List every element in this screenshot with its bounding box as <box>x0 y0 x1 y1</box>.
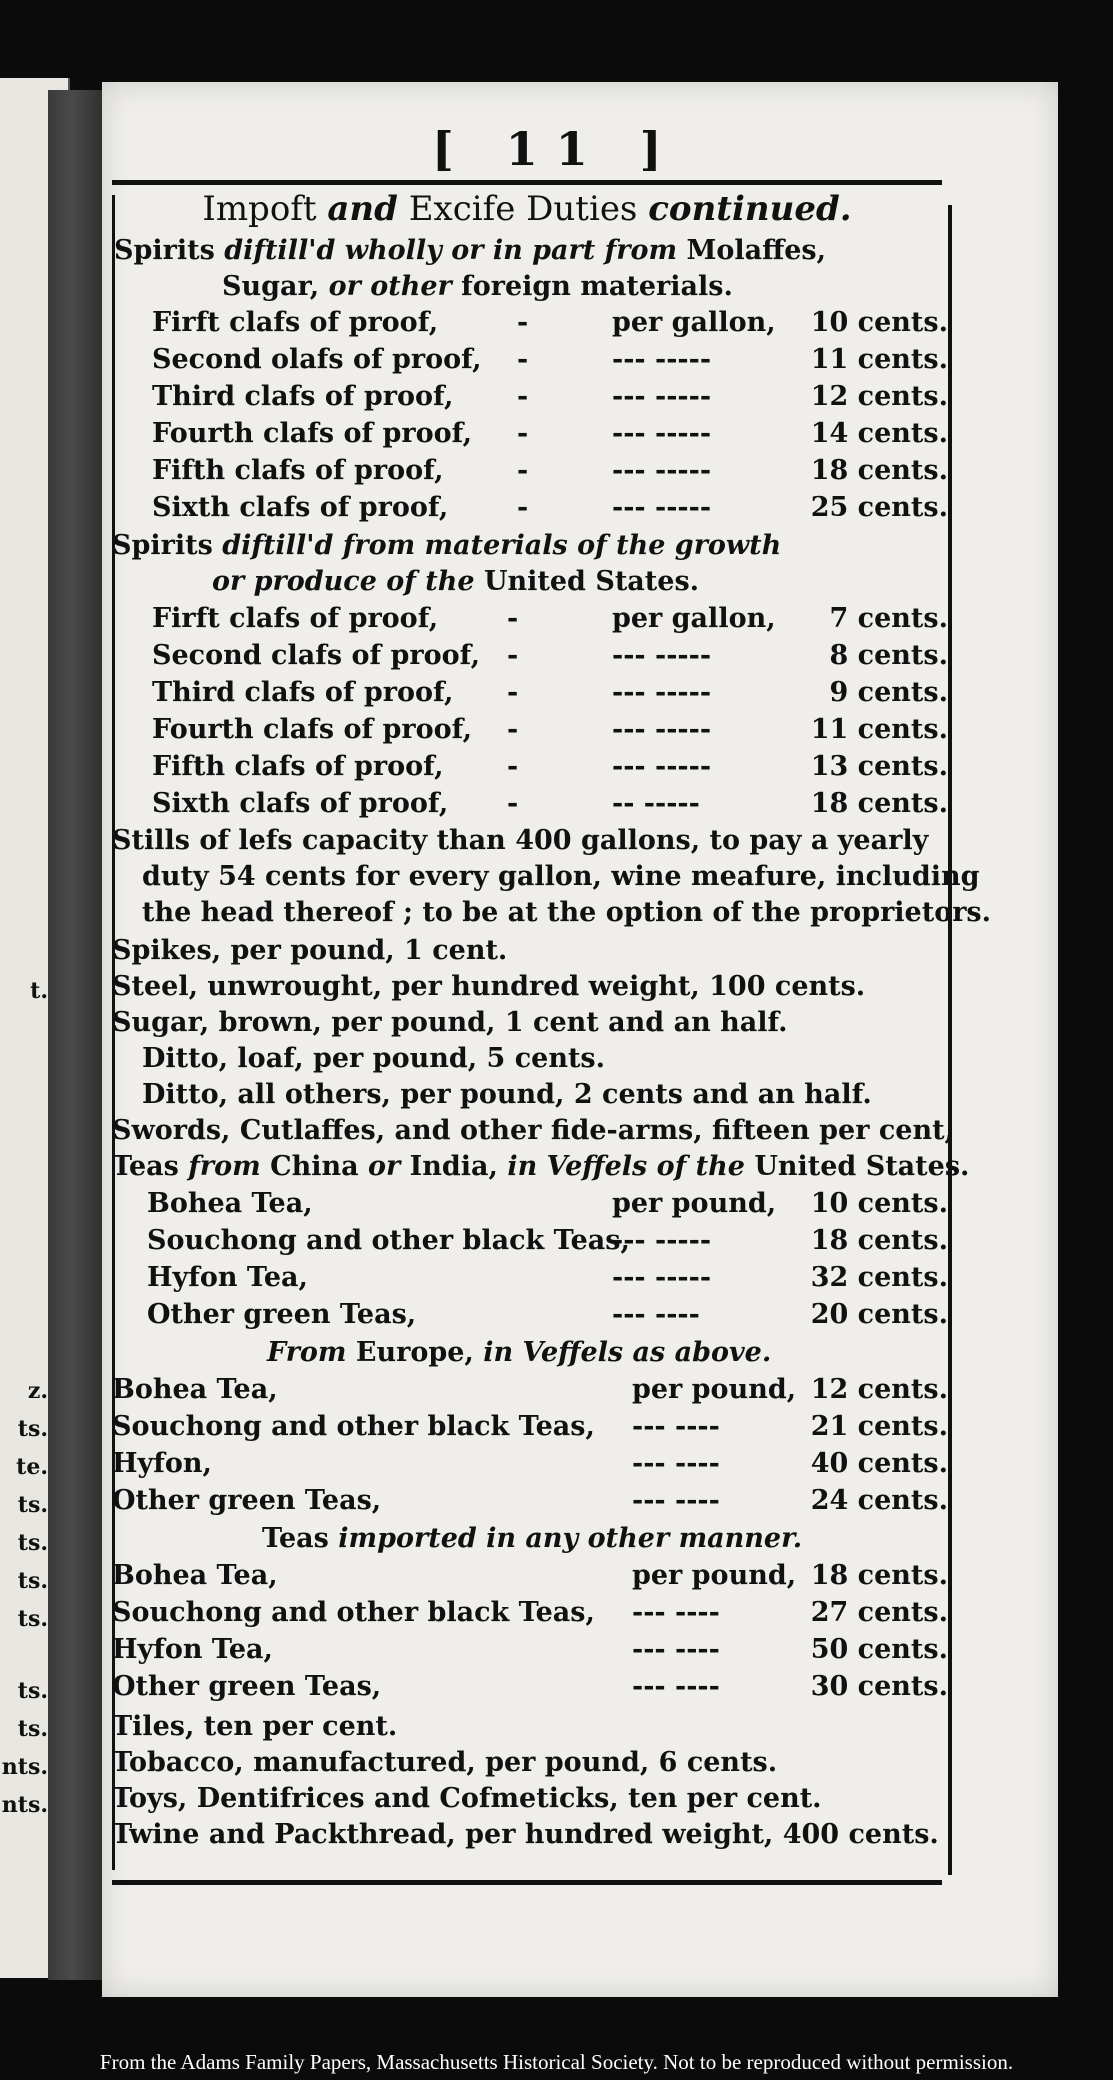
duty-row-rate: 12 cents. <box>810 381 948 412</box>
duty-row-unit: --- ---- <box>632 1485 720 1516</box>
duty-row-label: Other green Teas, <box>112 1671 382 1702</box>
swords-entry: Swords, Cutlaffes, and other fide-arms, fifteen per cent, <box>112 1115 954 1146</box>
text: From <box>267 1337 347 1368</box>
text: in Veffels as above. <box>483 1337 772 1368</box>
text: Europe, <box>346 1337 484 1368</box>
duty-row-label: Souchong and other black Teas, <box>112 1411 595 1442</box>
spirits-domestic-heading <box>112 530 781 561</box>
spikes-entry: Spikes, per pound, 1 cent. <box>112 935 508 966</box>
duty-row-unit: --- ----- <box>612 677 712 708</box>
left-fragment: nts. <box>1 1792 48 1818</box>
duty-row-label: Souchong and other black Teas, <box>147 1225 630 1256</box>
text: Molaffes, <box>677 235 827 266</box>
text: Sugar, <box>222 271 329 302</box>
sugar-other-entry: Ditto, all others, per pound, 2 cents and an half. <box>142 1079 872 1110</box>
heading-part: and <box>327 189 398 229</box>
left-fragment: ts. <box>17 1606 48 1632</box>
leader-dash: - <box>507 603 519 634</box>
duty-row-label: Firft clafs of proof, <box>152 603 439 634</box>
duty-row-label: Third clafs of proof, <box>152 381 454 412</box>
spirits-domestic-heading-2 <box>212 566 699 597</box>
duty-row-label: Second clafs of proof, <box>152 640 481 671</box>
teas-other-heading <box>262 1523 802 1554</box>
duty-row-rate: 50 cents. <box>810 1634 948 1665</box>
heading-part: continued. <box>648 189 852 229</box>
duty-row-unit: per pound, <box>632 1374 797 1405</box>
text: or other <box>328 271 452 302</box>
duty-row-label: Fourth clafs of proof, <box>152 714 473 745</box>
duty-row-label: Firft clafs of proof, <box>152 307 439 338</box>
left-fragment: nts. <box>1 1754 48 1780</box>
tobacco-entry: Tobacco, manufactured, per pound, 6 cents. <box>112 1747 778 1778</box>
duty-row-label: Bohea Tea, <box>147 1188 313 1219</box>
duty-row-rate: 25 cents. <box>810 492 948 523</box>
left-fragment: t. <box>30 978 48 1004</box>
left-fragment: te. <box>16 1454 48 1480</box>
duty-row-label: Other green Teas, <box>112 1485 382 1516</box>
duty-row-unit: per pound, <box>612 1188 777 1219</box>
text: Spirits <box>114 235 225 266</box>
duty-row-label: Fifth clafs of proof, <box>152 455 444 486</box>
leader-dash: - <box>507 751 519 782</box>
duty-row-unit: --- ----- <box>612 1262 712 1293</box>
duty-row-rate: 30 cents. <box>810 1671 948 1702</box>
left-fragment: ts. <box>17 1716 48 1742</box>
leader-dash: - <box>507 714 519 745</box>
duty-row-rate: 13 cents. <box>810 751 948 782</box>
spirits-foreign-heading-2 <box>222 271 733 302</box>
right-border-rule <box>948 205 952 1875</box>
teas-china-heading <box>112 1151 969 1182</box>
duty-row-unit: --- ---- <box>632 1448 720 1479</box>
duty-row-rate: 8 cents. <box>829 640 948 671</box>
duty-row-label: Fifth clafs of proof, <box>152 751 444 782</box>
duty-row-unit: per gallon, <box>612 603 776 634</box>
duty-row-unit: -- ----- <box>612 788 700 819</box>
duty-row-unit: --- ----- <box>612 344 712 375</box>
text: diftill'd wholly or in part from <box>224 235 678 266</box>
duty-row-rate: 18 cents. <box>810 1225 948 1256</box>
duty-row-label: Hyfon Tea, <box>147 1262 308 1293</box>
text: diftill'd from materials of the growth <box>222 530 782 561</box>
duty-row-rate: 18 cents. <box>810 1560 948 1591</box>
duty-row-unit: --- ---- <box>632 1671 720 1702</box>
duty-row-rate: 10 cents. <box>810 1188 948 1219</box>
text: United States. <box>744 1151 970 1182</box>
duty-row-unit: --- ---- <box>632 1597 720 1628</box>
leader-dash: - <box>507 640 519 671</box>
sugar-loaf-entry: Ditto, loaf, per pound, 5 cents. <box>142 1043 606 1074</box>
leader-dash: - <box>517 307 529 338</box>
left-fragment: ts. <box>17 1568 48 1594</box>
tiles-entry: Tiles, ten per cent. <box>112 1711 398 1742</box>
text: Spirits <box>112 530 223 561</box>
duty-row-rate: 40 cents. <box>810 1448 948 1479</box>
leader-dash: - <box>517 344 529 375</box>
text: or produce of the <box>212 566 475 597</box>
left-fragment: ts. <box>17 1530 48 1556</box>
duty-row-rate: 18 cents. <box>810 788 948 819</box>
leader-dash: - <box>517 381 529 412</box>
duty-row-label: Bohea Tea, <box>112 1374 278 1405</box>
duties-table-frame <box>112 180 992 1885</box>
duty-row-label: Fourth clafs of proof, <box>152 418 473 449</box>
duty-row-label: Other green Teas, <box>147 1299 417 1330</box>
duty-row-label: Sixth clafs of proof, <box>152 788 449 819</box>
duty-row-label: Second olafs of proof, <box>152 344 482 375</box>
duty-row-unit: per pound, <box>632 1560 797 1591</box>
duty-row-label: Souchong and other black Teas, <box>112 1597 595 1628</box>
left-fragment: z. <box>27 1378 48 1404</box>
leader-dash: - <box>507 788 519 819</box>
duty-row-rate: 11 cents. <box>810 344 948 375</box>
left-fragment: ts. <box>17 1416 48 1442</box>
duty-row-rate: 12 cents. <box>810 1374 948 1405</box>
text: China <box>260 1151 369 1182</box>
duty-row-unit: --- ----- <box>612 418 712 449</box>
stills-line-2: duty 54 cents for every gallon, wine meafure, including <box>142 861 980 892</box>
duty-row-label: Third clafs of proof, <box>152 677 454 708</box>
duty-row-rate: 24 cents. <box>810 1485 948 1516</box>
text: from <box>188 1151 261 1182</box>
duty-row-unit: --- ----- <box>612 640 712 671</box>
stills-line-1: Stills of lefs capacity than 400 gallons, to pay a yearly <box>112 825 929 856</box>
duty-row-rate: 18 cents. <box>810 455 948 486</box>
stills-line-3: the head thereof ; to be at the option of the proprietors. <box>142 897 992 928</box>
text: imported in any other manner. <box>338 1523 803 1554</box>
leader-dash: - <box>507 677 519 708</box>
duty-row-label: Bohea Tea, <box>112 1560 278 1591</box>
text: or <box>368 1151 401 1182</box>
toys-entry: Toys, Dentifrices and Cofmeticks, ten per cent. <box>112 1783 822 1814</box>
text: in Veffels of the <box>507 1151 745 1182</box>
duty-row-unit: --- ----- <box>612 751 712 782</box>
heading-part: Excife Duties <box>397 189 649 229</box>
duty-row-unit: --- ----- <box>612 455 712 486</box>
duty-row-rate: 32 cents. <box>810 1262 948 1293</box>
copyright-footer: From the Adams Family Papers, Massachusetts Historical Society. Not to be reproduced without permission. <box>99 2050 1014 2074</box>
duty-row-rate: 10 cents. <box>810 307 948 338</box>
duty-row-unit: --- ----- <box>612 714 712 745</box>
duty-row-unit: --- ----- <box>612 381 712 412</box>
left-fragment: ts. <box>17 1678 48 1704</box>
text: United States. <box>474 566 700 597</box>
duty-row-unit: per gallon, <box>612 307 776 338</box>
duty-row-label: Hyfon, <box>112 1448 212 1479</box>
text: Teas <box>112 1151 189 1182</box>
book-gutter <box>48 90 108 1980</box>
duty-row-rate: 20 cents. <box>810 1299 948 1330</box>
text: Teas <box>262 1523 339 1554</box>
text: India, <box>400 1151 508 1182</box>
duty-row-unit: --- ---- <box>632 1411 720 1442</box>
duty-row-rate: 14 cents. <box>810 418 948 449</box>
duty-row-label: Sixth clafs of proof, <box>152 492 449 523</box>
heading-part: Impoft <box>202 189 328 229</box>
leader-dash: - <box>517 455 529 486</box>
duty-row-rate: 27 cents. <box>810 1597 948 1628</box>
duty-row-rate: 21 cents. <box>810 1411 948 1442</box>
duty-row-rate: 9 cents. <box>829 677 948 708</box>
steel-entry: Steel, unwrought, per hundred weight, 100 cents. <box>112 971 866 1002</box>
text: foreign materials. <box>451 271 733 302</box>
twine-entry: Twine and Packthread, per hundred weight, 400 cents. <box>112 1819 939 1850</box>
section-heading <box>112 189 942 229</box>
duty-row-rate: 7 cents. <box>829 603 948 634</box>
document-page <box>102 82 1058 1997</box>
sugar-brown-entry: Sugar, brown, per pound, 1 cent and an half. <box>112 1007 788 1038</box>
duty-row-unit: --- ----- <box>612 1225 712 1256</box>
left-fragment: ts. <box>17 1492 48 1518</box>
duty-row-unit: --- ----- <box>612 492 712 523</box>
duty-row-label: Hyfon Tea, <box>112 1634 273 1665</box>
page-number: [ 11 ] <box>432 122 680 176</box>
duty-row-unit: --- ---- <box>612 1299 700 1330</box>
duty-row-rate: 11 cents. <box>810 714 948 745</box>
leader-dash: - <box>517 492 529 523</box>
duty-row-unit: --- ---- <box>632 1634 720 1665</box>
leader-dash: - <box>517 418 529 449</box>
teas-europe-heading <box>267 1337 771 1368</box>
spirits-foreign-heading <box>114 235 826 266</box>
